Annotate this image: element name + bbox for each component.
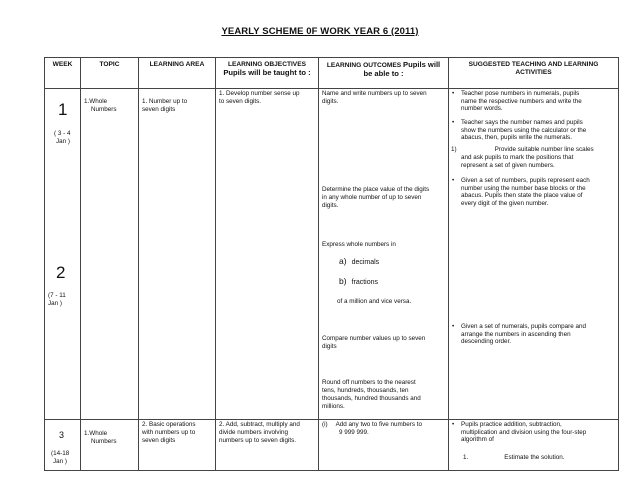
outcome-text: millions. [322,403,345,410]
outcomes-cell [319,89,449,420]
learning-objectives-header: LEARNING OBJECTIVES Pupils will be taught to : [216,58,319,89]
outcome-text: Express whole numbers in [322,241,396,248]
area-text: seven digits [142,106,176,113]
objective-text: divide numbers involving [219,429,288,436]
objectives-cell [216,89,319,420]
week-dates: Jan ) [56,138,70,145]
learning-outcomes-header: LEARNING OUTCOMES Pupils will be able to : [319,58,449,89]
activity-bullet: • Teacher pose numbers in numerals, pupils name the respective numbers and write the number words. [451,90,582,113]
area-text: seven digits [142,437,176,444]
week-number: 1 [58,100,68,119]
topic-cell [81,89,139,420]
week-cell [45,89,81,420]
activity-bullet: • Given a set of numerals, pupils compare and arrange the numbers in ascending then descending order. [451,323,586,346]
activity-bullet: • Pupils practice addition, subtraction, multiplication and division using the four-step algorithm of [451,421,586,444]
objective-text: to seven digits. [219,98,262,105]
activity-numbered: 1) Provide suitable number line scales [451,146,594,153]
outcome-text: digits. [322,98,339,105]
outcome-text: Determine the place value of the digits [322,186,430,193]
header-row [45,58,619,89]
activity-text: and ask pupils to mark the positions that [461,154,574,161]
objectives-cell [216,420,319,471]
outcome-text: Round off numbers to the nearest [322,379,416,386]
week-header: WEEK [45,58,81,89]
topic-text: 1.Whole [84,430,108,437]
topic-text: Numbers [91,106,117,113]
week-dates: (7 - 11 [48,292,66,299]
learning-area-cell [139,420,216,471]
activities-cell [449,89,619,420]
activity-bullet: • Given a set of numbers, pupils represent each number using the number base blocks or the abacus. Pupils then state the place value of every digit of the given number. [451,177,590,207]
topic-header: TOPIC [81,58,139,89]
outcome-sub-item: a) decimals [339,256,380,266]
scheme-table [44,57,619,471]
learning-area-cell [139,89,216,420]
week-dates: ( 3 - 4 [54,130,71,137]
activity-numbered: 1. Estimate the solution. [463,454,565,461]
outcome-text: Compare number values up to seven [322,335,426,342]
outcome-numbered: (i) Add any two to five numbers to [322,421,423,428]
activity-bullet: • Teacher says the number names and pupils show the numbers using the calculator or the abacus, then, pupils write the numerals. [451,119,586,142]
objective-text: 1. Develop number sense up [219,90,300,97]
outcome-text: thousands, hundred thousands and [322,395,421,402]
topic-cell [81,420,139,471]
topic-text: Numbers [91,438,117,445]
activities-header: SUGGESTED TEACHING AND LEARNING ACTIVITIES [449,58,619,89]
week-dates: Jan ) [48,300,62,307]
table-row [45,420,619,471]
table-row [45,89,619,420]
objective-text: 2. Add, subtract, multiply and [219,421,300,428]
week-number: 2 [56,263,66,282]
outcome-text: of a million and vice versa. [337,298,412,305]
outcome-text: tens, hundreds, thousands, ten [322,387,409,394]
objective-text: numbers up to seven digits. [219,437,297,444]
area-text: 2. Basic operations [142,421,196,428]
week-dates: Jan ) [53,458,67,465]
topic-text: 1.Whole [84,98,108,105]
outcome-sub-item: b) fractions [339,276,379,286]
week-number: 3 [59,430,65,440]
week-cell [45,420,81,471]
outcomes-cell [319,420,449,471]
outcome-text: digits [322,343,337,350]
learning-area-header: LEARNING AREA [139,58,216,89]
activity-text: represent a set of given numbers. [461,162,555,169]
outcome-text: in any whole number of up to seven [322,194,422,201]
outcome-text: digits. [322,202,339,209]
week-dates: (14-18 [51,450,70,457]
area-text: with numbers up to [142,429,196,436]
outcome-text: 9 999 999. [339,429,369,436]
activities-cell [449,420,619,471]
outcome-text: Name and write numbers up to seven [322,90,427,97]
area-text: 1. Number up to [142,98,188,105]
document-title: YEARLY SCHEME 0F WORK YEAR 6 (2011) [221,26,419,37]
